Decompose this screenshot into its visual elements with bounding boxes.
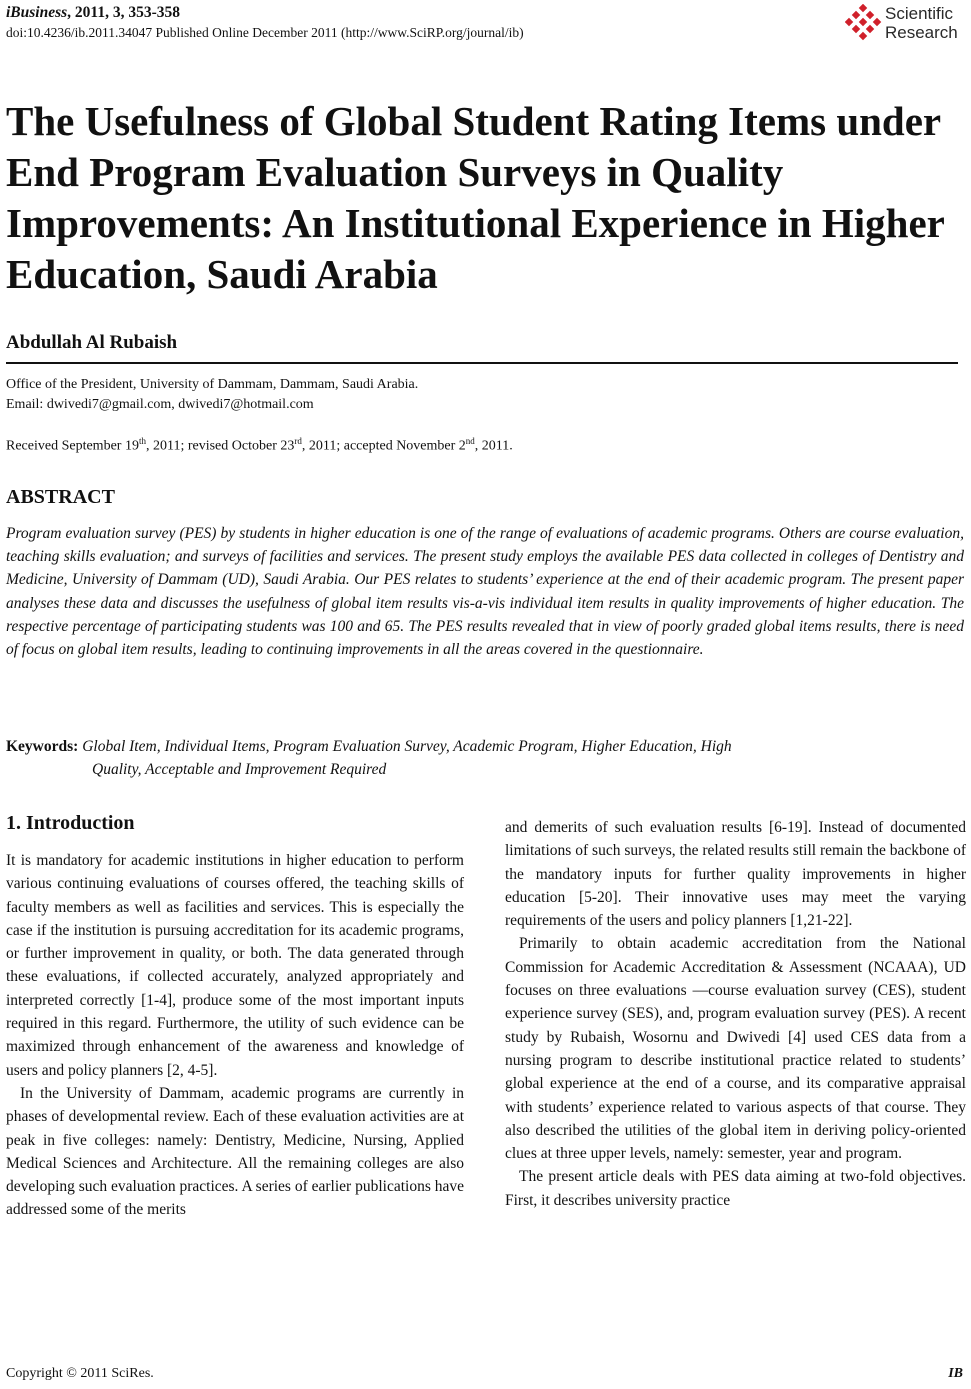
author-name: Abdullah Al Rubaish — [6, 332, 178, 353]
received-dates: Received September 19th, 2011; revised October 23rd, 2011; accepted November 2nd, 2011. — [6, 436, 513, 454]
logo-line-2: Research — [885, 23, 958, 42]
paragraph: The present article deals with PES data aiming at two-fold objectives. First, it describes university practice — [505, 1168, 966, 1209]
copyright-footer: Copyright © 2011 SciRes. — [6, 1366, 154, 1381]
keywords: Keywords: Global Item, Individual Items, Program Evaluation Survey, Academic Program, Higher Education, High Quality, Acceptable and Improvement Required — [6, 735, 964, 781]
title-divider — [6, 362, 958, 364]
journal-volume: , 2011, 3, 353-358 — [67, 4, 180, 21]
journal-citation — [6, 4, 180, 22]
abstract-text: Program evaluation survey (PES) by students in higher education is one of the range of evaluations of academic programs. Others are course evaluation, teaching skills evaluation; and surveys of facilities and services. The present study employs the available PES data collected in colleges of Dentistry and Medicine, University of Dammam (UD), Saudi Arabia. Our PES relates to students’ experience at the end of their academic program. The present paper analyses these data and discusses the usefulness of global item results vis-a-vis individual item results in quality improvements of higher education. The respective percentage of participating students was 100 and 65. The PES results revealed that in view of poorly graded global items results, there is need of focus on global item results, leading to continuing improvements in all the areas covered in the questionnaire. — [6, 525, 964, 659]
affiliation: Office of the President, University of Dammam, Dammam, Saudi Arabia. — [6, 377, 419, 392]
right-column — [505, 816, 966, 1212]
keywords-line-2: Quality, Acceptable and Improvement Required — [92, 761, 387, 778]
affiliation-block — [6, 375, 418, 415]
paragraph: It is mandatory for academic institutions in higher education to perform various continuing evaluations of courses offered, the teaching skills of faculty members as well as facilities and services. This is especially the case if the institution is pursuing accreditation for its academic programs, or further improvement in quality, or both. The data generated through these evaluations, if collected accurately, analyzed appropriately and interpreted correctly [1-4], produce some of the most important inputs required in this regard. Furthermore, the utility of such evidence can be maximized through enhancement of the awareness and knowledge of users and policy planners [2, 4-5]. — [6, 852, 464, 1079]
left-column — [6, 849, 464, 1222]
publisher-logo — [845, 2, 965, 44]
paragraph: In the University of Dammam, academic programs are currently in phases of developmental review. Each of these evaluation activities are at peak in five colleges: namely: Dentistry, Medicine, Nursing, Applied Medical Sciences and Architecture. All the remaining colleges are also developing such evaluation practices. A series of earlier publications have addressed some of the merits — [6, 1084, 464, 1219]
paragraph: Primarily to obtain academic accreditation from the National Commission for Academic Accreditation & Assessment (NCAAA), UD focuses on three evaluations —course evaluation survey (CES), student experience survey (SES), and, program evaluation survey (PES). A recent study by Rubaish, Wosornu and Dwivedi [4] used CES data from a nursing program to describe institutional practice related to students’ global experience at the end of a course, and its comparative appraisal with students’ experience related to various aspects of that course. They also described the utilities of the global item in deriving policy-oriented clues at three upper levels, namely: semester, year and program. — [505, 935, 966, 1163]
paper-title: The Usefulness of Global Student Rating Items under End Program Evaluation Surveys in Quality Improvements: An Institutional Experience in Higher Education, Saudi Arabia — [6, 98, 945, 297]
logo-mark-icon — [845, 4, 883, 42]
journal-abbreviation: IB — [948, 1366, 963, 1381]
keywords-line-1: Global Item, Individual Items, Program Evaluation Survey, Academic Program, Higher Education, High — [82, 738, 732, 755]
email-line: Email: dwivedi7@gmail.com, dwivedi7@hotmail.com — [6, 397, 314, 412]
logo-text — [885, 4, 958, 42]
doi-line: doi:10.4236/ib.2011.34047 Published Online December 2011 (http://www.SciRP.org/journal/ib) — [6, 25, 524, 40]
keywords-label: Keywords — [6, 738, 74, 755]
logo-line-1: Scientific — [885, 4, 954, 23]
paragraph: and demerits of such evaluation results [6-19]. Instead of documented limitations of such surveys, the related results still remain the backbone of the mandatory inputs for further quality improvements in higher education [5-20]. Their innovative uses may meet the varying requirements of the users and policy planners [1,21-22]. — [505, 819, 966, 930]
section-heading-introduction: 1. Introduction — [6, 812, 135, 834]
journal-name: iBusiness — [6, 4, 68, 21]
abstract-heading: ABSTRACT — [6, 486, 115, 508]
